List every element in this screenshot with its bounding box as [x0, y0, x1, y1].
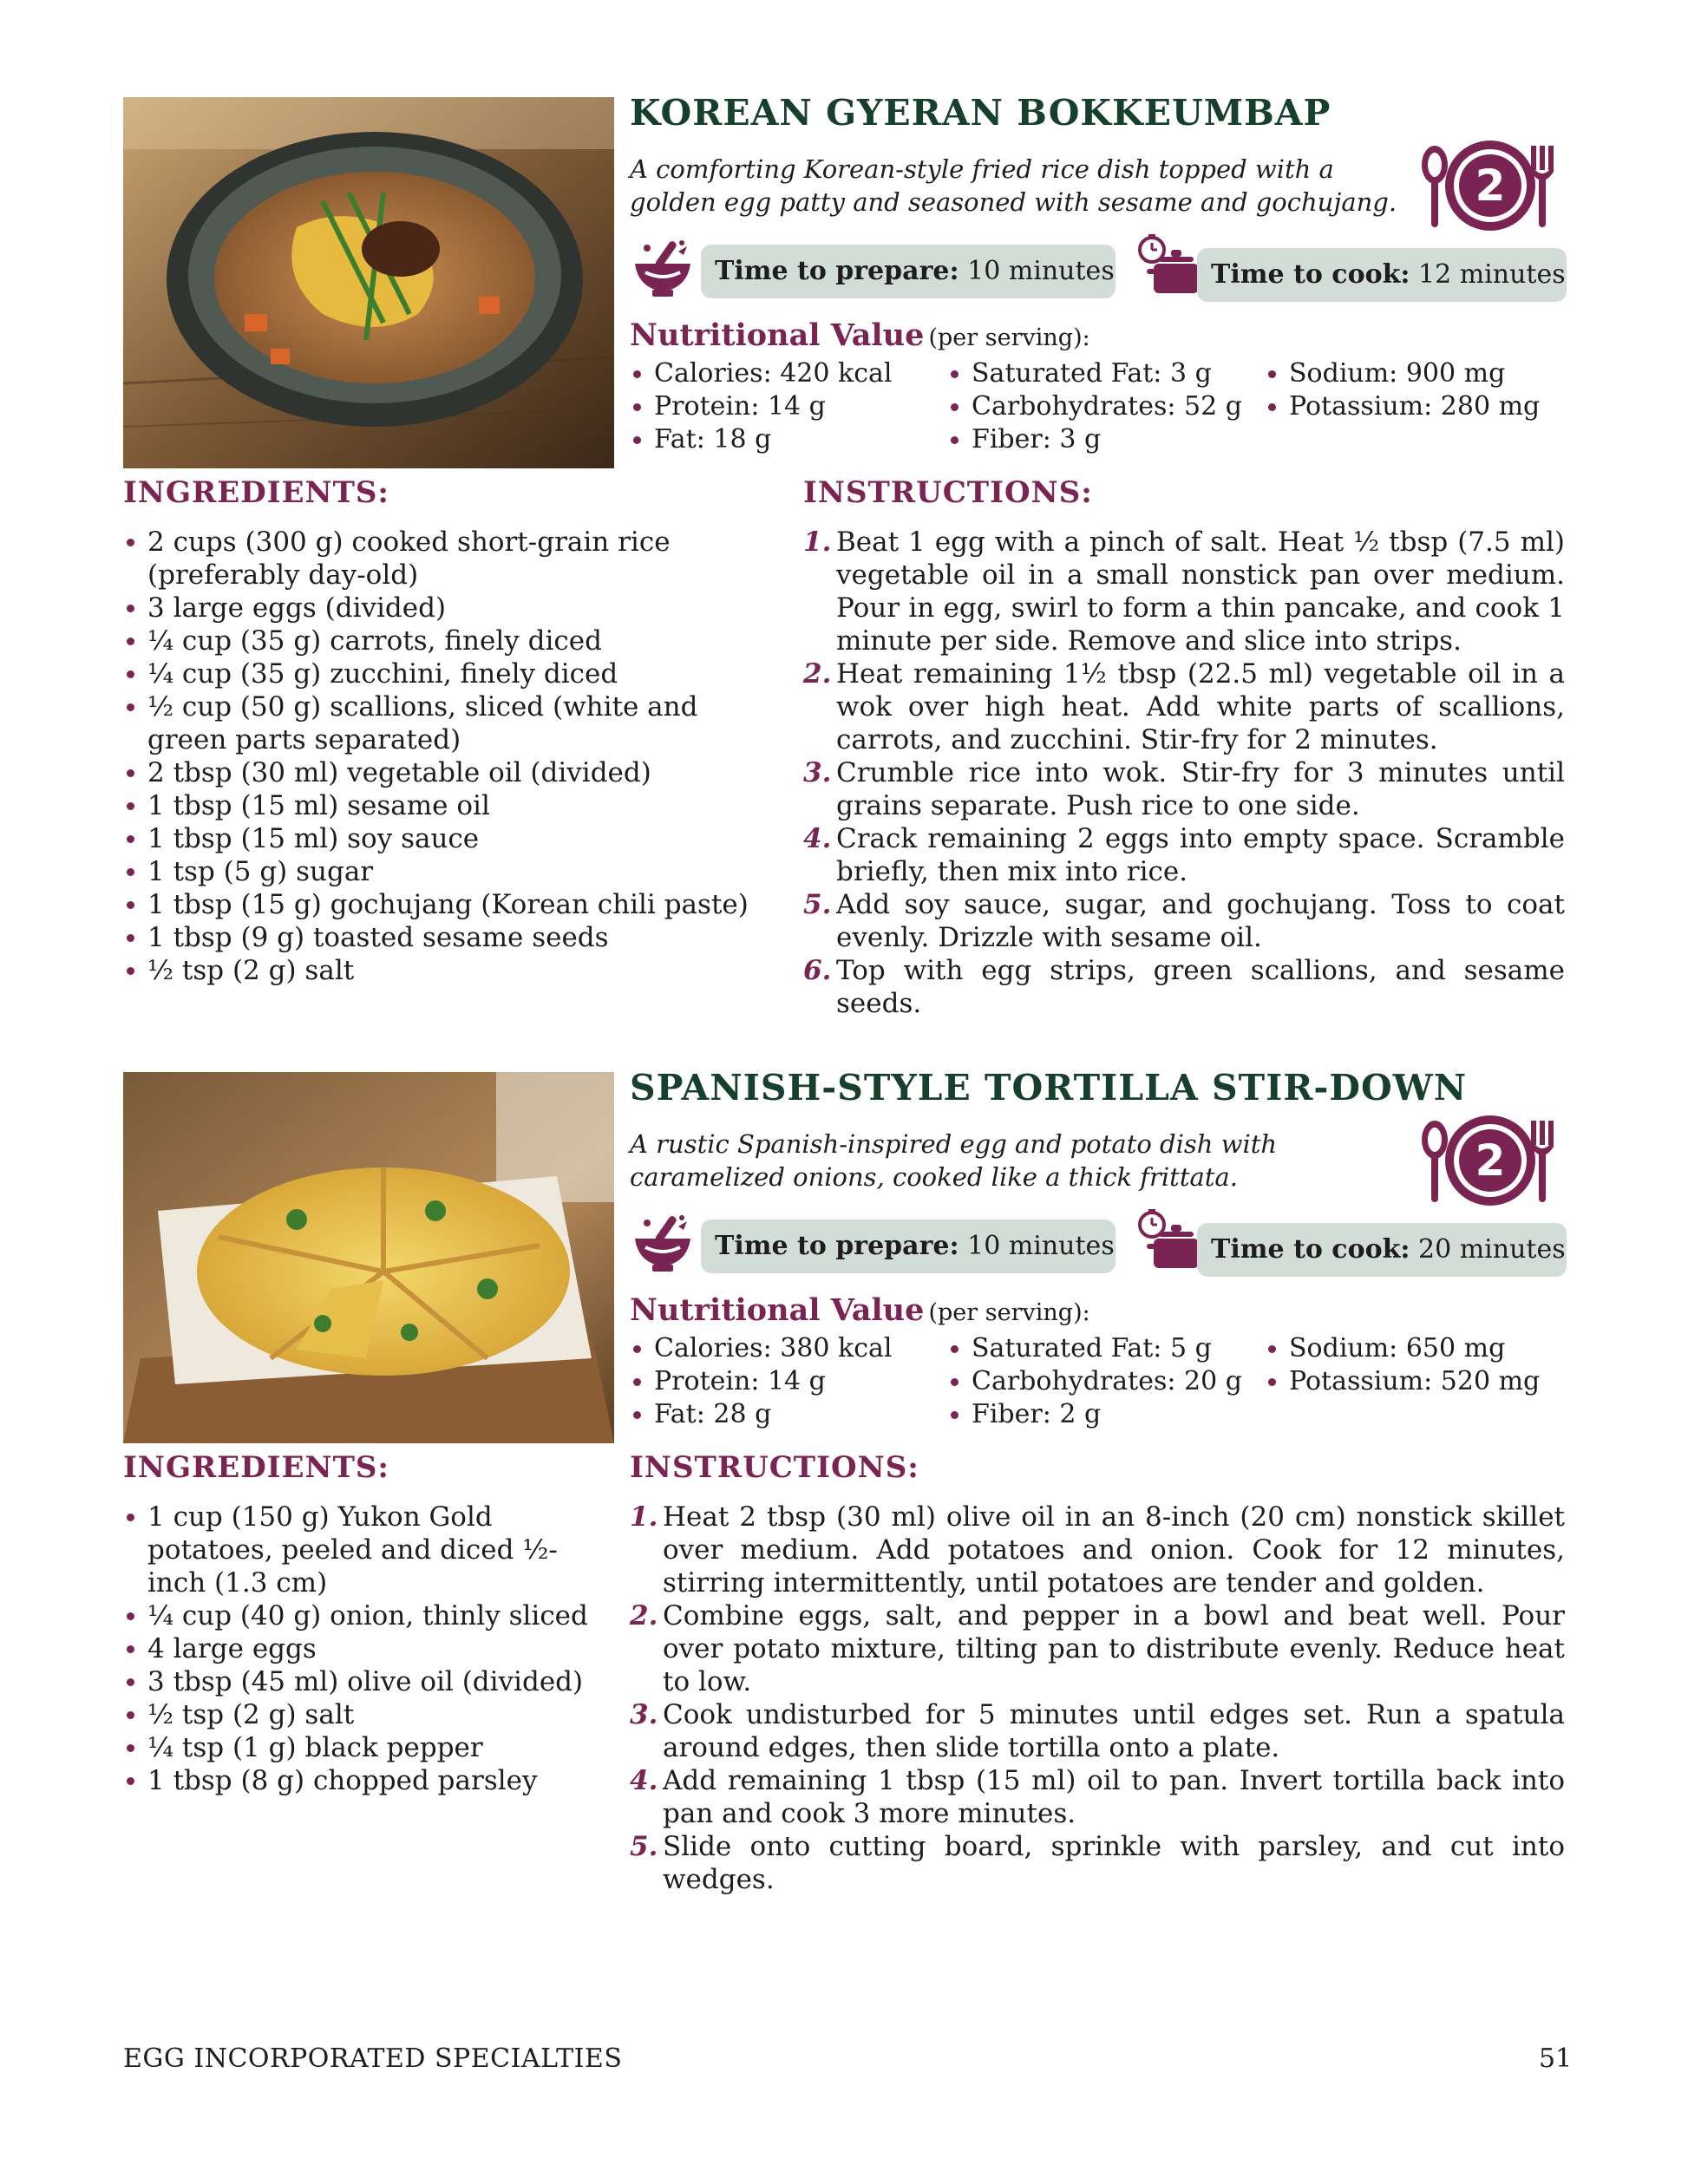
- servings-badge: [1414, 1114, 1567, 1209]
- nutrition-column-3: [1265, 357, 1540, 423]
- ingredient-item: 3 large eggs (divided): [123, 592, 756, 624]
- step-text: Add soy sauce, sugar, and gochujang. Toss to coat evenly. Drizzle with sesame oil.: [836, 889, 1565, 953]
- prep-time-pill: [701, 245, 1116, 298]
- prep-time-pill: [701, 1220, 1116, 1273]
- footer-page-number: 51: [1539, 2043, 1573, 2074]
- prep-time-value: 10 minutes: [967, 1231, 1115, 1261]
- nutrition-item: Fat: 28 g: [630, 1398, 892, 1431]
- step-number: 5.: [803, 889, 832, 920]
- step-number: 3.: [630, 1699, 658, 1730]
- ingredient-item: ¼ cup (35 g) zucchini, finely diced: [123, 657, 756, 690]
- step-text: Slide onto cutting board, sprinkle with parsley, and cut into wedges.: [663, 1831, 1565, 1895]
- step-number: 5.: [630, 1831, 658, 1862]
- ingredients-list: [123, 526, 756, 987]
- ingredients-heading: INGREDIENTS:: [123, 475, 389, 510]
- cook-time-value: 20 minutes: [1418, 1234, 1566, 1265]
- nutrition-subtitle: (per serving):: [928, 1299, 1090, 1326]
- nutrition-column-1: [630, 357, 892, 456]
- ingredient-item: 2 cups (300 g) cooked short-grain rice (preferably day-old): [123, 526, 756, 592]
- ingredient-item: 2 tbsp (30 ml) vegetable oil (divided): [123, 756, 756, 789]
- nutrition-item: Saturated Fat: 5 g: [947, 1332, 1242, 1365]
- nutrition-column-3: [1265, 1332, 1540, 1398]
- nutrition-item: Potassium: 280 mg: [1265, 390, 1540, 423]
- pot-timer-icon: [1135, 1209, 1201, 1275]
- ingredients-list: [123, 1501, 605, 1797]
- mortar-pestle-icon: [630, 234, 696, 300]
- recipe-title: SPANISH-STYLE TORTILLA STIR-DOWN: [630, 1067, 1468, 1108]
- ingredient-item: 3 tbsp (45 ml) olive oil (divided): [123, 1665, 605, 1698]
- nutrition-heading: [630, 317, 1090, 353]
- nutrition-item: Protein: 14 g: [630, 1365, 892, 1398]
- recipe-photo-fried-rice: [123, 97, 614, 468]
- step-number: 2.: [803, 658, 832, 690]
- ingredient-item: 1 cup (150 g) Yukon Gold potatoes, peeled and diced ½-inch (1.3 cm): [123, 1501, 605, 1599]
- nutrition-column-2: [947, 1332, 1242, 1431]
- ingredient-item: 1 tbsp (15 ml) soy sauce: [123, 822, 756, 855]
- step-text: Heat remaining 1½ tbsp (22.5 ml) vegetable oil in a wok over high heat. Add white parts of scallions, carrots, and zucchini. Stir-fry for 2 minutes.: [836, 658, 1565, 755]
- servings-count: 2: [1475, 1135, 1506, 1186]
- instruction-step: [630, 1764, 1565, 1830]
- step-text: Beat 1 egg with a pinch of salt. Heat ½ tbsp (7.5 ml) vegetable oil in a small nonstick pan over medium. Pour in egg, swirl to form a thin pancake, and cook 1 minute per side. Remove and slice into strips.: [836, 526, 1565, 657]
- nutrition-title: Nutritional Value: [630, 317, 925, 353]
- nutrition-subtitle: (per serving):: [928, 324, 1090, 351]
- step-text: Cook undisturbed for 5 minutes until edges set. Run a spatula around edges, then slide tortilla onto a plate.: [663, 1699, 1565, 1763]
- step-number: 6.: [803, 955, 832, 986]
- step-text: Crack remaining 2 eggs into empty space. Scramble briefly, then mix into rice.: [836, 823, 1565, 887]
- instruction-step: [803, 954, 1565, 1020]
- mortar-pestle-icon: [630, 1209, 696, 1275]
- nutrition-item: Protein: 14 g: [630, 390, 892, 423]
- nutrition-item: Sodium: 650 mg: [1265, 1332, 1540, 1365]
- recipe-title: KOREAN GYERAN BOKKEUMBAP: [630, 92, 1331, 134]
- recipe-photo-tortilla: [123, 1072, 614, 1443]
- pot-timer-icon: [1135, 234, 1201, 300]
- recipe-description: A rustic Spanish-inspired egg and potato dish with caramelized onions, cooked like a thick frittata.: [630, 1129, 1278, 1192]
- step-text: Heat 2 tbsp (30 ml) olive oil in an 8-inch (20 cm) nonstick skillet over medium. Add potatoes and onion. Cook for 12 minutes, stirring intermittently, until potatoes are tender and golden.: [663, 1501, 1565, 1599]
- cook-time-pill: [1197, 1223, 1567, 1277]
- ingredient-item: 1 tbsp (8 g) chopped parsley: [123, 1764, 605, 1797]
- cook-time-value: 12 minutes: [1418, 259, 1566, 290]
- cook-time-label: Time to cook:: [1211, 259, 1410, 290]
- instruction-step: [803, 657, 1565, 756]
- instructions-heading: INSTRUCTIONS:: [630, 1450, 919, 1485]
- instructions-list: [803, 526, 1565, 1020]
- ingredient-item: 1 tbsp (15 ml) sesame oil: [123, 789, 756, 822]
- nutrition-item: Fiber: 2 g: [947, 1398, 1242, 1431]
- step-number: 1.: [630, 1501, 658, 1533]
- step-number: 4.: [803, 823, 832, 854]
- instruction-step: [630, 1830, 1565, 1896]
- servings-badge: [1414, 139, 1567, 234]
- step-text: Top with egg strips, green scallions, and sesame seeds.: [836, 955, 1565, 1019]
- nutrition-column-2: [947, 357, 1242, 456]
- step-number: 3.: [803, 757, 832, 788]
- nutrition-item: Potassium: 520 mg: [1265, 1365, 1540, 1398]
- instructions-heading: INSTRUCTIONS:: [803, 475, 1093, 510]
- ingredients-heading: INGREDIENTS:: [123, 1450, 389, 1485]
- recipe-description: A comforting Korean-style fried rice dish topped with a golden egg patty and seasoned with sesame and gochujang.: [630, 154, 1397, 217]
- instructions-list: [630, 1501, 1565, 1896]
- nutrition-heading: [630, 1292, 1090, 1328]
- ingredient-item: ½ cup (50 g) scallions, sliced (white and green parts separated): [123, 690, 756, 756]
- footer-book-title: EGG INCORPORATED SPECIALTIES: [123, 2043, 623, 2074]
- ingredient-item: 1 tbsp (15 g) gochujang (Korean chili paste): [123, 888, 756, 921]
- instruction-step: [630, 1501, 1565, 1599]
- ingredient-item: ½ tsp (2 g) salt: [123, 1698, 605, 1731]
- ingredient-item: ¼ tsp (1 g) black pepper: [123, 1731, 605, 1764]
- ingredient-item: 4 large eggs: [123, 1632, 605, 1665]
- instruction-step: [803, 888, 1565, 954]
- step-number: 4.: [630, 1765, 658, 1796]
- nutrition-item: Fiber: 3 g: [947, 423, 1242, 456]
- step-number: 1.: [803, 526, 832, 558]
- step-number: 2.: [630, 1600, 658, 1631]
- prep-time-label: Time to prepare:: [715, 1231, 959, 1261]
- instruction-step: [803, 822, 1565, 888]
- prep-time-label: Time to prepare:: [715, 256, 959, 286]
- nutrition-column-1: [630, 1332, 892, 1431]
- cook-time-label: Time to cook:: [1211, 1234, 1410, 1265]
- servings-count: 2: [1475, 160, 1506, 211]
- instruction-step: [630, 1698, 1565, 1764]
- cook-time-pill: [1197, 248, 1567, 302]
- prep-time-value: 10 minutes: [967, 256, 1115, 286]
- ingredient-item: 1 tbsp (9 g) toasted sesame seeds: [123, 921, 756, 954]
- instruction-step: [803, 526, 1565, 657]
- nutrition-item: Fat: 18 g: [630, 423, 892, 456]
- nutrition-item: Saturated Fat: 3 g: [947, 357, 1242, 390]
- ingredient-item: ¼ cup (35 g) carrots, finely diced: [123, 624, 756, 657]
- nutrition-item: Calories: 420 kcal: [630, 357, 892, 390]
- nutrition-item: Calories: 380 kcal: [630, 1332, 892, 1365]
- ingredient-item: 1 tsp (5 g) sugar: [123, 855, 756, 888]
- step-text: Crumble rice into wok. Stir-fry for 3 minutes until grains separate. Push rice to one side.: [836, 757, 1565, 821]
- ingredient-item: ½ tsp (2 g) salt: [123, 954, 756, 987]
- nutrition-item: Sodium: 900 mg: [1265, 357, 1540, 390]
- nutrition-title: Nutritional Value: [630, 1292, 925, 1328]
- nutrition-item: Carbohydrates: 52 g: [947, 390, 1242, 423]
- step-text: Combine eggs, salt, and pepper in a bowl and beat well. Pour over potato mixture, tilting pan to distribute evenly. Reduce heat to low.: [663, 1600, 1565, 1697]
- nutrition-item: Carbohydrates: 20 g: [947, 1365, 1242, 1398]
- step-text: Add remaining 1 tbsp (15 ml) oil to pan. Invert tortilla back into pan and cook 3 more minutes.: [663, 1765, 1565, 1829]
- ingredient-item: ¼ cup (40 g) onion, thinly sliced: [123, 1599, 605, 1632]
- instruction-step: [803, 756, 1565, 822]
- instruction-step: [630, 1599, 1565, 1698]
